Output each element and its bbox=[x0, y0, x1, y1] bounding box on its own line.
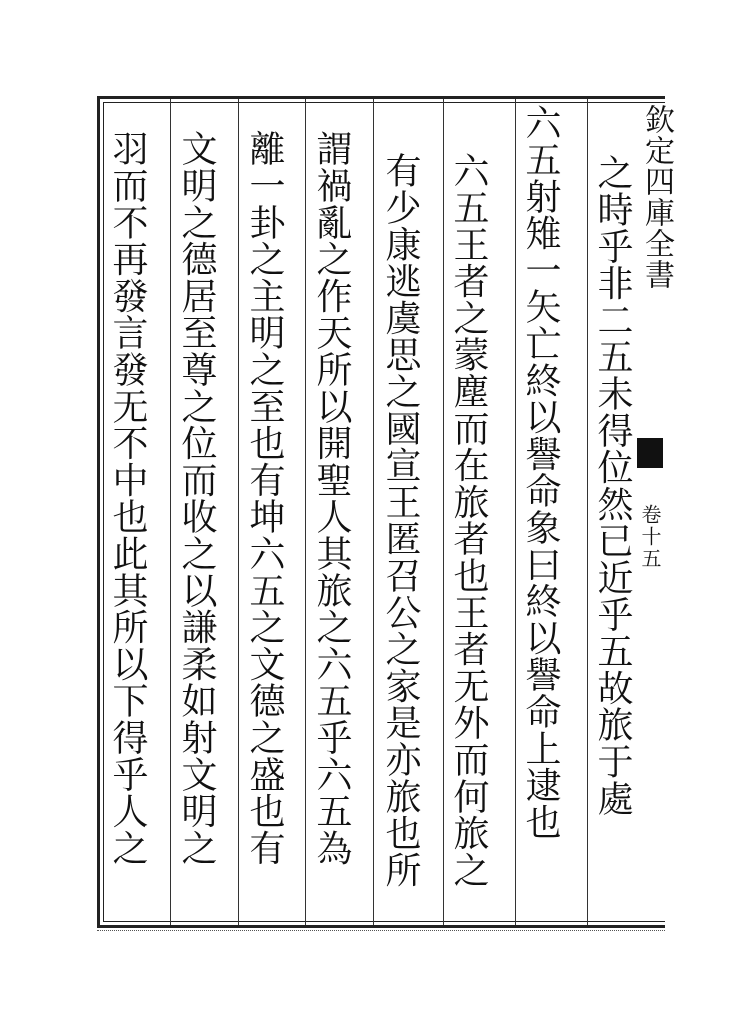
column-rule bbox=[305, 99, 306, 925]
column-rule bbox=[238, 99, 239, 925]
text-column-4: 有少康逃虞思之國宣王匿召公之家是亦旅也所 bbox=[380, 152, 421, 888]
text-column-5: 謂禍亂之作天所以開聖人其旅之六五乎六五為 bbox=[311, 130, 352, 866]
text-column-2: 六五射雉一矢亡終以譽命象曰終以譽命上逮也 bbox=[520, 104, 561, 840]
column-rule bbox=[515, 99, 516, 925]
text-column-6: 離一卦之主明之至也有坤六五之文德之盛也有 bbox=[244, 130, 285, 866]
column-rule bbox=[170, 99, 171, 925]
text-column-1: 之時乎非二五未得位然已近乎五故旅于處 bbox=[592, 154, 633, 817]
book-title: 欽定四庫全書 bbox=[639, 104, 674, 290]
column-rule bbox=[443, 99, 444, 925]
text-column-3: 六五王者之蒙塵而在旅者也王者无外而何旅之 bbox=[448, 152, 489, 888]
bottom-border bbox=[97, 930, 665, 935]
fish-tail-mark bbox=[637, 438, 663, 468]
text-column-8: 羽而不再發言發无不中也此其所以下得乎人之 bbox=[107, 130, 148, 866]
column-rule bbox=[587, 99, 588, 925]
juan-number: 卷十五 bbox=[638, 504, 662, 570]
text-column-7: 文明之德居至尊之位而收之以謙柔如射文明之 bbox=[176, 130, 217, 866]
column-rule bbox=[373, 99, 374, 925]
margin-heading bbox=[634, 104, 674, 924]
